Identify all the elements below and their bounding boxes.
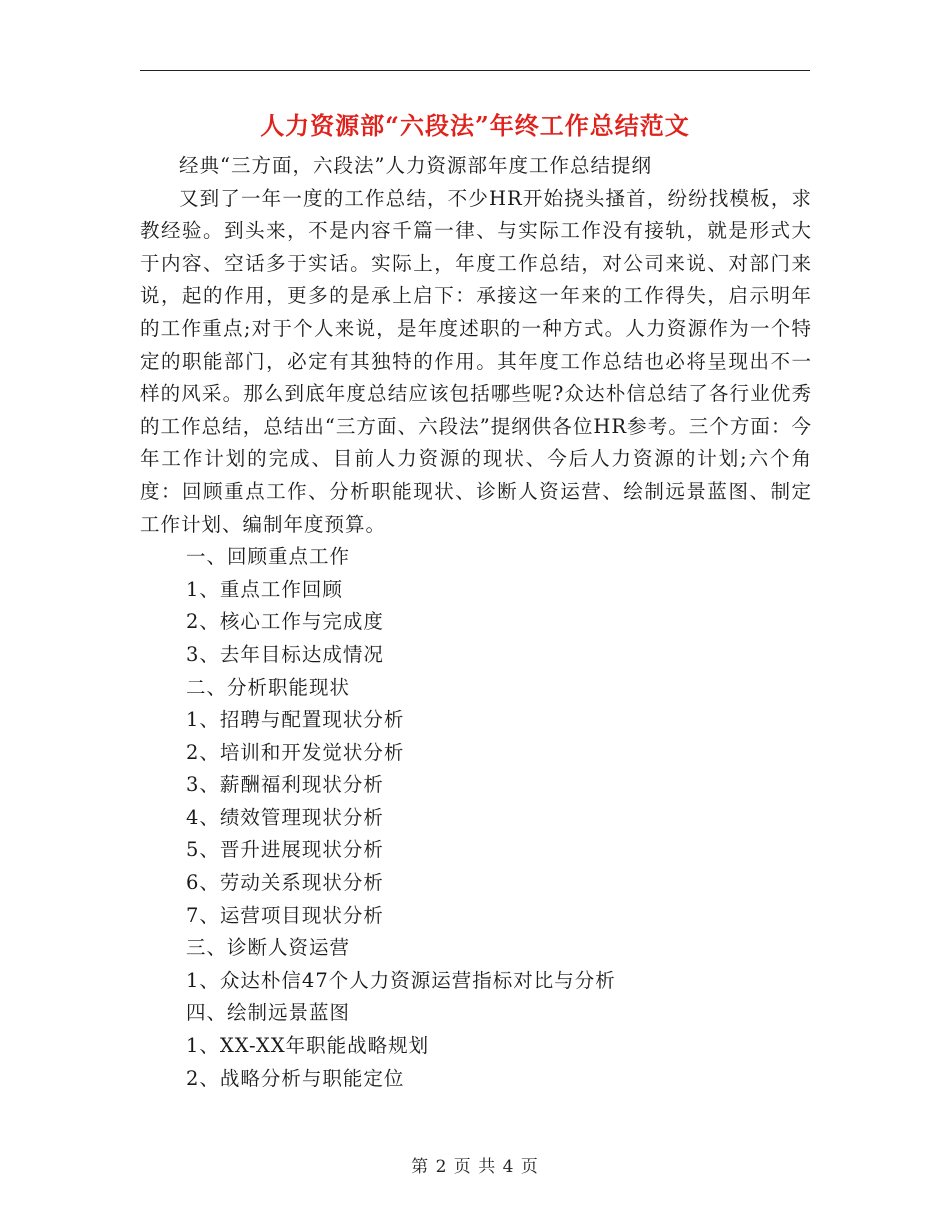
outline-item: 1、XX-XX年职能战略规划 — [186, 1034, 430, 1058]
outline-item: 1、重点工作回顾 — [186, 577, 343, 601]
document-title: 人力资源部“六段法”年终工作总结范文 — [260, 111, 690, 140]
outline-item: 2、核心工作与完成度 — [186, 610, 384, 634]
outline-heading-3: 三、诊断人资运营 — [186, 936, 351, 960]
outline-heading-4: 四、绘制远景蓝图 — [186, 1001, 351, 1025]
outline-item: 4、绩效管理现状分析 — [186, 805, 384, 829]
outline-item: 1、众达朴信47个人力资源运营指标对比与分析 — [186, 968, 616, 992]
outline-heading-1: 一、回顾重点工作 — [186, 545, 351, 569]
page-number: 第 2 页 共 4 页 — [411, 1157, 539, 1177]
outline-item: 7、运营项目现状分析 — [186, 903, 384, 927]
outline-item: 2、培训和开发觉状分析 — [186, 740, 405, 764]
document-subtitle: 经典“三方面，六段法”人力资源部年度工作总结提纲 — [179, 154, 652, 177]
header-rule — [140, 70, 810, 71]
outline-item: 5、晋升进展现状分析 — [186, 838, 384, 862]
outline-item: 1、招聘与配置现状分析 — [186, 708, 405, 732]
outline-item: 3、去年目标达成情况 — [186, 642, 384, 666]
outline-item: 6、劳动关系现状分析 — [186, 871, 384, 895]
intro-paragraph: 又到了一年一度的工作总结，不少HR开始挠头搔首，纷纷找模板，求教经验。到头来，不是内容千篇一律、与实际工作没有接轨，就是形式大于内容、空话多于实话。实际上，年度工作总结，对公司来说、对部门来说，起的作用，更多的是承上启下：承接这一年来的工作得失，启示明年的工作重点;对于个人来说，是年度述职的一种方式。人力资源作为一个特定的职能部门，必定有其独特的作用。其年度工作总结也必将呈现出不一样的风采。那么到底年度总结应该包括哪些呢?众达朴信总结了各行业优秀的工作总结，总结出“三方面、六段法”提纲供各位HR参考。三个方面：今年工作计划的完成、目前人力资源的现状、今后人力资源的计划;六个角度：回顾重点工作、分析职能现状、诊断人资运营、绘制远景蓝图、制定工作计划、编制年度预算。 — [140, 186, 812, 536]
document-body — [140, 150, 812, 1095]
outline-list — [140, 541, 812, 1095]
outline-heading-2: 二、分析职能现状 — [186, 675, 351, 699]
outline-item: 2、战略分析与职能定位 — [186, 1066, 405, 1090]
outline-item: 3、薪酬福利现状分析 — [186, 773, 384, 797]
